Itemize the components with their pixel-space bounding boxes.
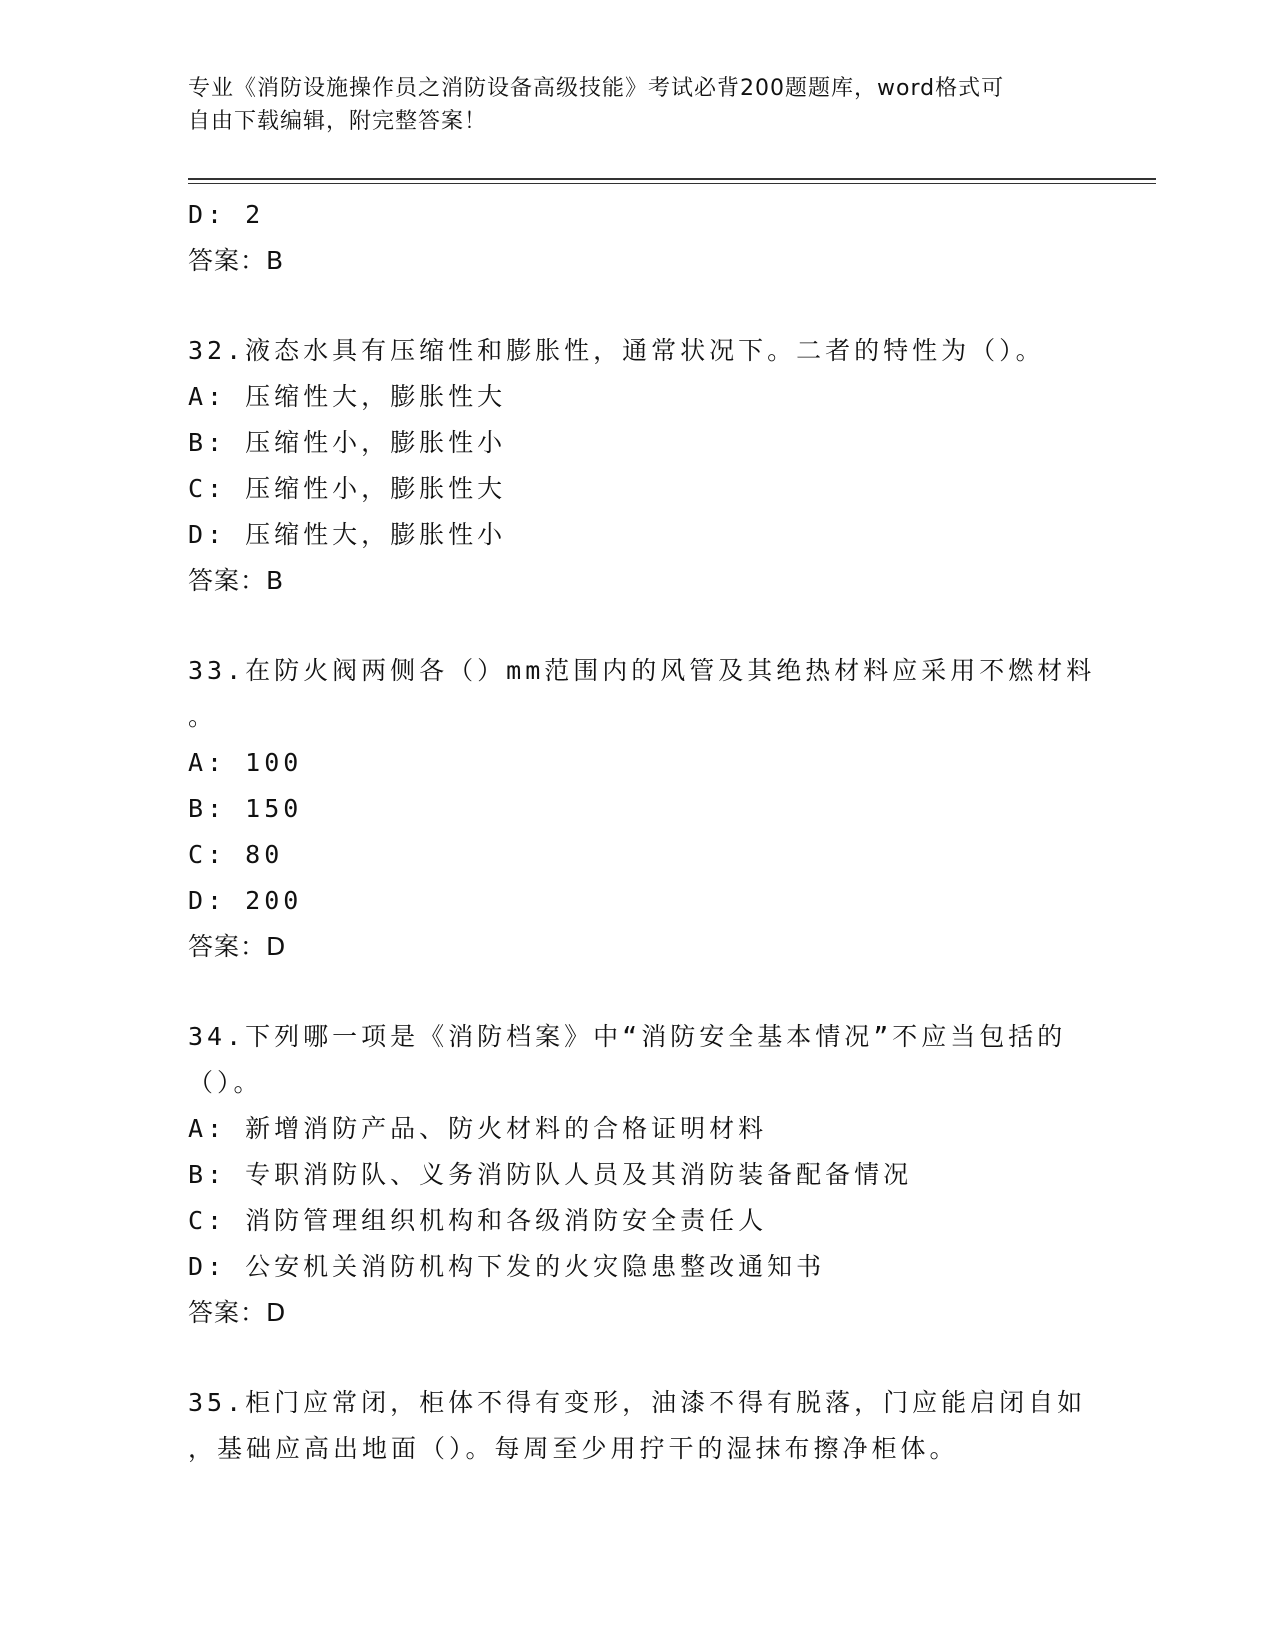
- option-a: A: 100: [188, 748, 303, 777]
- answer: 答案：B: [188, 566, 285, 595]
- question-stem-continued: （）。: [188, 1068, 263, 1097]
- previous-option-d: D: 2: [188, 200, 265, 229]
- option-c: C: 80: [188, 840, 284, 869]
- question-stem: 34.下列哪一项是《消防档案》中“消防安全基本情况”不应当包括的: [188, 1022, 1067, 1051]
- question-34: [188, 1014, 1148, 1336]
- option-d: D: 压缩性大，膨胀性小: [188, 520, 507, 549]
- option-b: B: 专职消防队、义务消防队人员及其消防装备配备情况: [188, 1160, 913, 1189]
- option-d: D: 200: [188, 886, 303, 915]
- header-line-2: 自由下载编辑，附完整答案！: [188, 109, 488, 134]
- question-stem: 35.柜门应常闭，柜体不得有变形，油漆不得有脱落，门应能启闭自如: [188, 1388, 1087, 1417]
- question-32: [188, 328, 1148, 604]
- option-b: B: 150: [188, 794, 303, 823]
- question-stem-continued: 。: [188, 702, 218, 731]
- question-stem: 32.液态水具有压缩性和膨胀性，通常状况下。二者的特性为（）。: [188, 336, 1045, 365]
- question-stem: 33.在防火阀两侧各（）mm范围内的风管及其绝热材料应采用不燃材料: [188, 656, 1096, 685]
- document-header: [188, 72, 1068, 138]
- option-c: C: 压缩性小，膨胀性大: [188, 474, 507, 503]
- question-stem-continued: ，基础应高出地面（）。每周至少用拧干的湿抹布擦净柜体。: [188, 1434, 959, 1463]
- header-line-1: 专业《消防设施操作员之消防设备高级技能》考试必背200题题库，word格式可: [188, 76, 1005, 101]
- spacer: [188, 284, 1148, 328]
- question-list: [188, 192, 1148, 1472]
- option-c: C: 消防管理组织机构和各级消防安全责任人: [188, 1206, 768, 1235]
- option-a: A: 新增消防产品、防火材料的合格证明材料: [188, 1114, 768, 1143]
- spacer: [188, 1336, 1148, 1380]
- header-divider-thin: [188, 183, 1156, 184]
- question-35: [188, 1380, 1148, 1472]
- option-a: A: 压缩性大，膨胀性大: [188, 382, 507, 411]
- answer: 答案：D: [188, 932, 287, 961]
- previous-answer: 答案：B: [188, 246, 285, 275]
- option-d: D: 公安机关消防机构下发的火灾隐患整改通知书: [188, 1252, 826, 1281]
- header-divider: [188, 178, 1156, 180]
- option-b: B: 压缩性小，膨胀性小: [188, 428, 507, 457]
- answer: 答案：D: [188, 1298, 287, 1327]
- spacer: [188, 970, 1148, 1014]
- spacer: [188, 604, 1148, 648]
- question-33: [188, 648, 1148, 970]
